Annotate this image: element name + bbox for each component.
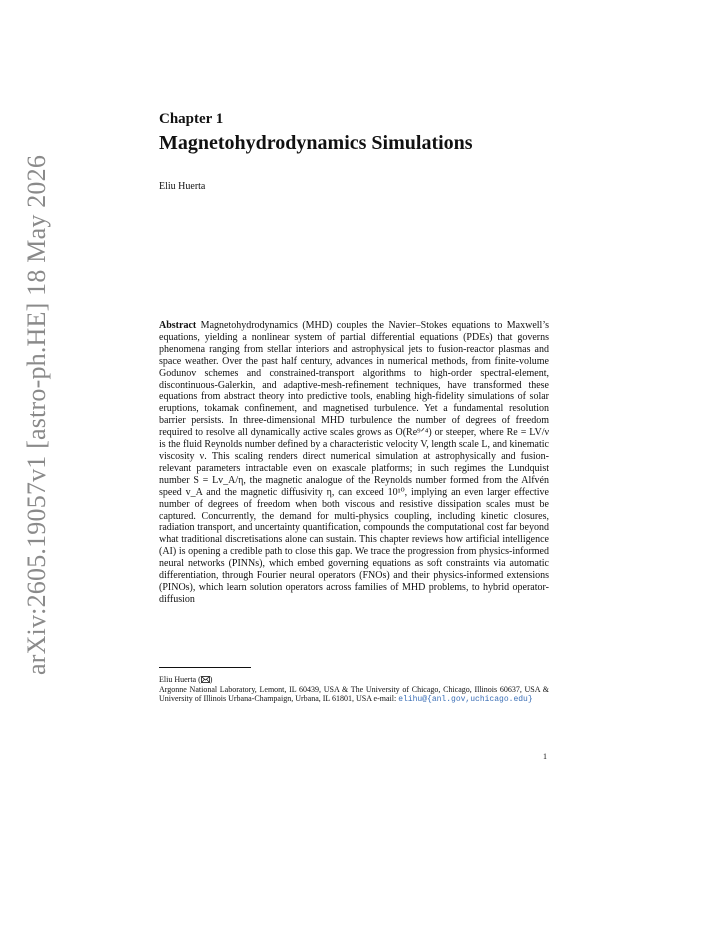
footnote-affiliation: Argonne National Laboratory, Lemont, IL 60439, USA & The University of Chicago, Chicago, Illinois 60637, USA & University of Illinois Urbana-Champaign, Urbana, IL 61801, USA e-mail: [159,684,549,704]
abstract [159,320,549,606]
arxiv-sidebar [17,150,57,680]
footnote [159,675,549,705]
page-number: 1 [543,752,547,761]
footnote-author: Eliu Huerta [159,675,197,684]
arxiv-identifier: arXiv:2605.19057v1 [astro-ph.HE] 18 May 2026 [22,154,51,676]
chapter-label: Chapter 1 [159,111,224,127]
abstract-text: Magnetohydrodynamics (MHD) couples the Navier–Stokes equations to Maxwell’s equations, yielding a nonlinear system of partial differential equations (PDEs) that governs phenomena ranging from stellar interiors and astrophysical jets to fusion-reactor plasmas and space weather. Over the past half century, advances in numerical methods, from finite-volume Godunov schemes and constrained-transport algorithms to high-order spectral-element, discontinuous-Galerkin, and adaptive-mesh-refinement techniques, have transformed these equations from abstract theory into predictive tools, enabling high-fidelity simulations of solar eruptions, tokamak confinement, and magnetised turbulence. Yet a fundamental resolution barrier persists. In three-dimensional MHD turbulence the number of degrees of freedom required to resolve all dynamically active scales grows as O(Re⁹ᐟ⁴) or steeper, where Re = LV/ν is the fluid Reynolds number defined by a characteristic velocity V, length scale L, and kinematic viscosity ν. This scaling renders direct numerical simulation at astrophysically and fusion-relevant parameters intractable even on exascale platforms; in such regimes the Lundquist number S = Lv_A/η, the magnetic analogue of the Reynolds number formed from the Alfvén speed v_A and the magnetic diffusivity η, can exceed 10¹⁰, implying an even larger effective number of degrees of freedom when both viscous and resistive dissipation scales must be captured. Concurrently, the demand for multi-physics coupling, including kinetic closures, radiation transport, and uncertainty quantification, compounds the computational cost far beyond what traditional discretisations alone can sustain. This chapter reviews how artificial intelligence (AI) is opening a credible path to close this gap. We trace the progression from physics-informed neural networks (PINNs), which embed governing equations as soft constraints via automatic differentiation, through Fourier neural operators (FNOs) and their physics-informed extensions (PINOs), which learn solution operators across families of MHD problems, to hybrid operator-diffusion [159,320,549,605]
author-name: Eliu Huerta [159,181,206,192]
footnote-rule [159,667,251,668]
email-link[interactable]: elihu@{anl.gov,uchicago.edu} [398,695,533,705]
envelope-icon: ( ) [198,675,213,684]
abstract-label: Abstract [159,320,197,331]
chapter-title: Magnetohydrodynamics Simulations [159,132,473,154]
footnote-author-line [159,675,549,685]
